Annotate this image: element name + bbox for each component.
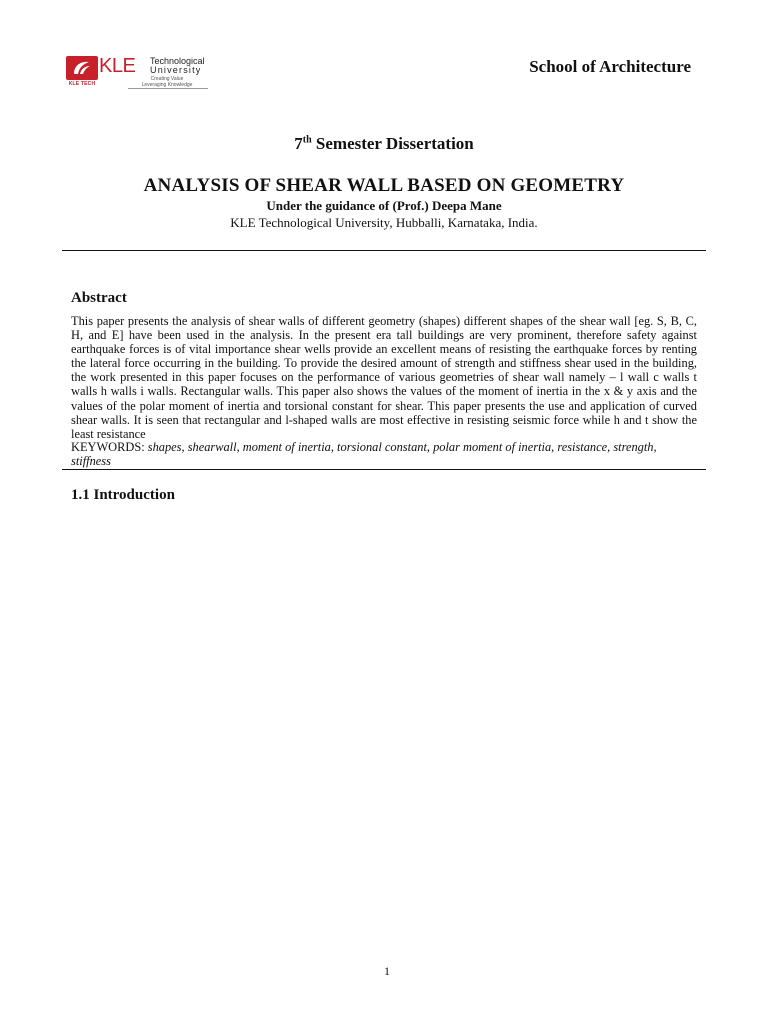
semester-heading (0, 134, 768, 154)
guidance-line: Under the guidance of (Prof.) Deepa Mane (266, 198, 502, 213)
bottom-divider (62, 469, 706, 470)
logo-tagline-line2: Leveraging Knowledge (141, 82, 193, 88)
top-divider (62, 250, 706, 251)
keywords-line (71, 440, 697, 468)
university-logo (66, 56, 208, 90)
semester-label: Semester Dissertation (311, 134, 474, 153)
logo-underline (128, 88, 208, 89)
keywords-label: KEYWORDS: (71, 440, 148, 454)
keywords-list: shapes, shearwall, moment of inertia, torsional constant, polar moment of inertia, resistance, strength, stiffness (71, 440, 657, 469)
logo-brand: KLE (99, 55, 136, 77)
page-number: 1 (384, 964, 390, 978)
semester-ordinal: th (302, 134, 312, 146)
abstract-heading: Abstract (71, 290, 127, 306)
abstract-body: This paper presents the analysis of shear walls of different geometry (shapes) different shapes of the shear wall [eg. S, B, C, H, and E] have been used in the analysis. In the present era tall buildings are very prominent, therefore safety against earthquake forces is of vital importance shear wells provide an excellent means of resisting the earthquake forces by renting the lateral force occurring in the building. To provide the desired amount of strength and stiffness shear used in the building, the work presented in this paper focuses on the performance of various geometries of shear wall namely – l wall c walls t walls h walls i walls. Rectangular walls. This paper also shows the values of the moment of inertia in the x & y axis and the values of the polar moment of inertia and torsional constant for shear. This paper presents the use and application of curved shear walls. It is seen that rectangular and l-shaped walls are most effective in resisting seismic force while h and t show the least resistance (71, 314, 697, 441)
introduction-heading: 1.1 Introduction (71, 487, 175, 503)
logo-badge: KLE TECH (68, 81, 96, 87)
logo-name-line2: University (150, 65, 202, 75)
logo-tagline (128, 76, 206, 88)
logo-university-name (150, 57, 205, 75)
logo-name-line1: Technological (150, 56, 205, 66)
school-name: School of Architecture (529, 57, 691, 76)
paper-title: ANALYSIS OF SHEAR WALL BASED ON GEOMETRY (143, 175, 625, 196)
affiliation-line: KLE Technological University, Hubballi, Karnataka, India. (230, 215, 538, 230)
kle-logo-icon (66, 56, 98, 80)
logo-tagline-line1: Creating Value (150, 76, 184, 82)
semester-number: 7 (294, 134, 303, 153)
